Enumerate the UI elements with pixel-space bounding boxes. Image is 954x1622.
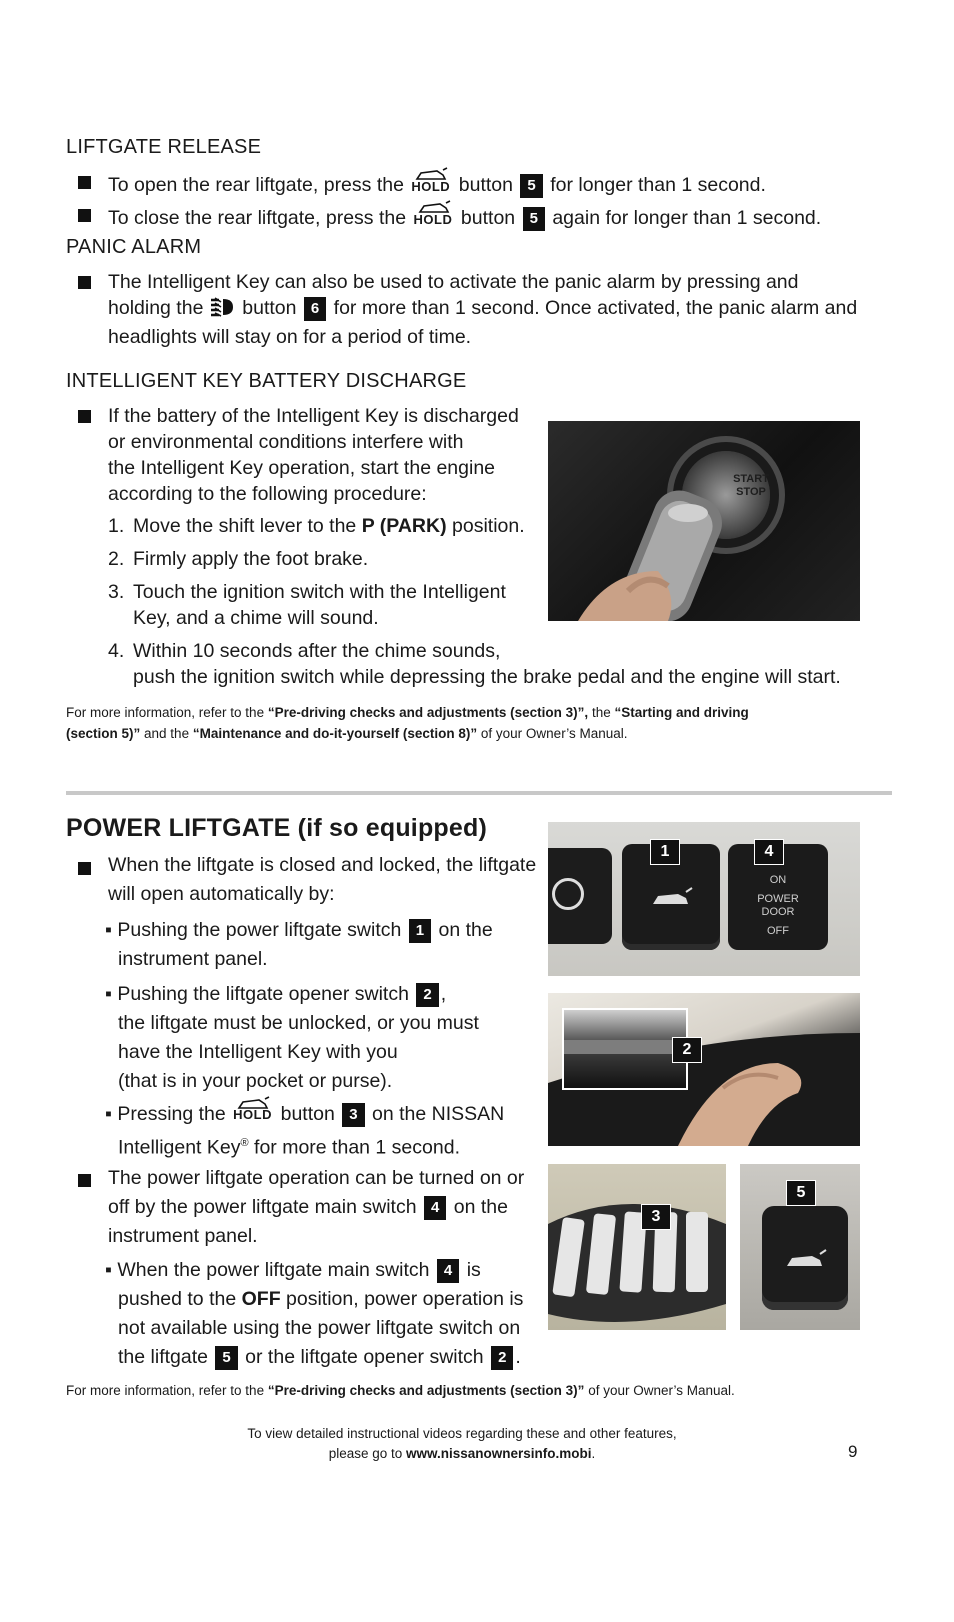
text: Intelligent Key — [118, 1136, 241, 1159]
hold-liftgate-icon — [414, 203, 454, 233]
callout-number: 5 — [523, 207, 545, 231]
step-number: 3. — [108, 581, 125, 603]
text: push the ignition switch while depressing the brake pedal and the engine will start. — [133, 666, 841, 688]
text: have the Intelligent Key with you — [118, 1041, 398, 1063]
procedure-step-4 — [108, 638, 841, 690]
step-number: 1. — [108, 515, 125, 537]
text: button — [458, 174, 513, 196]
callout-5: 5 — [786, 1180, 816, 1206]
bullet-marker — [78, 209, 91, 222]
panic-alarm-icon — [209, 297, 237, 324]
power-liftgate-open-paragraph — [108, 851, 536, 909]
bullet-marker — [78, 176, 91, 189]
text: off by the power liftgate main switch — [108, 1196, 417, 1218]
instrument-panel-switch-photo — [548, 822, 860, 976]
liftgate-open-instruction — [108, 170, 766, 200]
sub-bullet: ▪ — [105, 919, 112, 941]
battery-discharge-paragraph — [108, 403, 519, 507]
text: instrument panel. — [108, 1225, 258, 1247]
section-title-power-liftgate: POWER LIFTGATE (if so equipped) — [66, 814, 487, 842]
text: To open the rear liftgate, press the — [108, 174, 404, 196]
text: Key, and a chime will sound. — [133, 607, 379, 629]
text: the Intelligent Key operation, start the engine — [108, 457, 496, 479]
manual-reference: “Maintenance and do-it-yourself (section 8)” — [192, 726, 478, 741]
step-number: 4. — [108, 640, 125, 662]
text: button — [460, 207, 516, 229]
callout-number: 5 — [520, 174, 542, 198]
text: please go to — [328, 1446, 403, 1461]
handle-bar — [564, 1040, 686, 1054]
text: button — [280, 1103, 335, 1125]
text: holding the — [108, 297, 204, 319]
liftgate-switch-photo — [740, 1164, 860, 1330]
text: For more information, refer to the — [66, 705, 265, 720]
manual-reference: “Pre-driving checks and adjustments (section 3)” — [267, 1383, 585, 1398]
start-button-illustration — [548, 421, 860, 621]
liftgate-icon — [650, 886, 694, 908]
procedure-step-2 — [108, 546, 368, 572]
text: , — [440, 983, 447, 1005]
text: When the liftgate is closed and locked, the liftgate — [108, 854, 537, 876]
text: according to the following procedure: — [108, 483, 427, 505]
panic-alarm-paragraph — [108, 269, 857, 350]
section-heading-liftgate-release: LIFTGATE RELEASE — [66, 136, 262, 158]
text: . — [591, 1446, 596, 1461]
sub-item-key-hold-button — [105, 1099, 504, 1163]
text: When the power liftgate main switch — [117, 1259, 430, 1281]
switch-off-label: OFF — [767, 925, 789, 937]
off-position-label: OFF — [241, 1288, 281, 1310]
heated-steering-switch — [548, 848, 612, 944]
procedure-step-1 — [108, 513, 525, 539]
text: The Intelligent Key can also be used to activate the panic alarm by pressing and — [108, 271, 799, 293]
callout-number: 4 — [424, 1196, 446, 1220]
text: For more information, refer to the — [66, 1383, 265, 1398]
more-info-note-2 — [66, 723, 627, 744]
manual-reference: “Pre-driving checks and adjustments (section 3)”, — [267, 705, 589, 720]
text: or the liftgate opener switch — [245, 1346, 484, 1368]
text: Pushing the power liftgate switch — [117, 919, 402, 941]
bullet-marker — [78, 410, 91, 423]
power-door-switch-labels — [728, 874, 828, 938]
sub-bullet: ▪ — [105, 983, 112, 1005]
manual-reference: “Starting and driving — [614, 705, 749, 720]
text: position. — [452, 515, 525, 537]
switch-on-label: ON — [769, 874, 787, 886]
text: the liftgate — [118, 1346, 208, 1368]
text: the — [591, 705, 611, 720]
more-info-note-1 — [66, 702, 749, 723]
text: again for longer than 1 second. — [552, 207, 822, 229]
sub-bullet: ▪ — [105, 1103, 112, 1125]
callout-number: 4 — [437, 1259, 459, 1283]
switch-power-label: POWER — [757, 893, 799, 905]
liftgate-close-switch — [762, 1206, 848, 1310]
step-number: 2. — [108, 548, 125, 570]
text: will open automatically by: — [108, 883, 335, 905]
intelligent-key-start-photo — [548, 421, 860, 621]
text: Within 10 seconds after the chime sounds, — [133, 640, 501, 662]
text: position, power operation is — [286, 1288, 524, 1310]
footer-note — [0, 1424, 924, 1464]
steering-wheel-icon — [552, 878, 584, 910]
text: To close the rear liftgate, press the — [108, 207, 407, 229]
hold-liftgate-icon — [411, 170, 451, 200]
callout-number: 5 — [215, 1346, 237, 1370]
handle-inset-detail — [562, 1008, 688, 1090]
text: for longer than 1 second. — [550, 174, 766, 196]
switch-door-label: DOOR — [761, 906, 795, 918]
text: The power liftgate operation can be turned on or — [108, 1167, 525, 1189]
liftgate-close-instruction — [108, 203, 821, 233]
text: not available using the power liftgate switch on — [118, 1317, 521, 1339]
start-stop-label: START STOP — [733, 473, 769, 498]
text: . — [515, 1346, 521, 1368]
text: To view detailed instructional videos regarding these and other features, — [247, 1426, 677, 1441]
callout-4: 4 — [754, 839, 784, 865]
text: of your Owner’s Manual. — [480, 726, 628, 741]
text: for more than 1 second. — [254, 1136, 460, 1159]
more-info-note-3 — [66, 1380, 735, 1401]
text: headlights will stay on for a period of time. — [108, 326, 472, 348]
website-link[interactable]: www.nissanownersinfo.mobi — [406, 1446, 592, 1461]
text: Firmly apply the foot brake. — [133, 548, 369, 570]
callout-number: 2 — [416, 983, 438, 1007]
section-divider — [66, 791, 892, 795]
text: of your Owner’s Manual. — [588, 1383, 735, 1398]
hold-label: HOLD — [411, 179, 451, 194]
text: on the — [438, 919, 493, 941]
callout-number: 3 — [342, 1103, 364, 1127]
callout-1: 1 — [650, 839, 680, 865]
callout-number: 6 — [304, 297, 326, 321]
text: (that is in your pocket or purse). — [118, 1070, 393, 1092]
text: is — [466, 1259, 481, 1281]
hold-liftgate-icon — [233, 1099, 273, 1129]
sub-item-liftgate-opener-switch — [105, 980, 479, 1096]
power-liftgate-main-switch-paragraph — [108, 1164, 524, 1251]
section-heading-panic-alarm: PANIC ALARM — [66, 236, 202, 258]
text: or environmental conditions interfere with — [108, 431, 464, 453]
callout-3: 3 — [641, 1204, 671, 1230]
registered-mark: ® — [240, 1137, 249, 1149]
procedure-step-3 — [108, 579, 506, 631]
bullet-marker — [78, 1174, 91, 1187]
manual-reference: (section 5)” — [66, 726, 141, 741]
intelligent-key-photo — [548, 1164, 726, 1330]
text: If the battery of the Intelligent Key is discharged — [108, 405, 519, 427]
page-number: 9 — [848, 1442, 858, 1461]
text: instrument panel. — [118, 948, 268, 970]
text: for more than 1 second. Once activated, the panic alarm and — [333, 297, 858, 319]
text: Pushing the liftgate opener switch — [117, 983, 409, 1005]
sub-item-main-switch-off — [105, 1256, 523, 1372]
sub-item-power-liftgate-switch — [105, 916, 493, 974]
text: button — [242, 297, 297, 319]
park-position-label: P (PARK) — [361, 515, 447, 537]
text: Touch the ignition switch with the Intelligent — [133, 581, 506, 603]
text: on the NISSAN — [372, 1103, 505, 1125]
hold-label: HOLD — [413, 212, 453, 227]
sub-bullet: ▪ — [105, 1259, 112, 1281]
text: Move the shift lever to the — [133, 515, 357, 537]
text: Pressing the — [117, 1103, 226, 1125]
text: the liftgate must be unlocked, or you must — [118, 1012, 479, 1034]
liftgate-icon — [784, 1248, 828, 1270]
text: on the — [453, 1196, 508, 1218]
liftgate-opener-photo — [548, 993, 860, 1146]
section-heading-battery-discharge: INTELLIGENT KEY BATTERY DISCHARGE — [66, 370, 467, 392]
callout-number: 2 — [491, 1346, 513, 1370]
hold-label: HOLD — [233, 1107, 273, 1122]
callout-number: 1 — [409, 919, 431, 943]
callout-2: 2 — [672, 1037, 702, 1063]
text: and the — [144, 726, 190, 741]
key-fob-illustration — [548, 1164, 726, 1330]
bullet-marker — [78, 862, 91, 875]
text: pushed to the — [118, 1288, 237, 1310]
bullet-marker — [78, 276, 91, 289]
